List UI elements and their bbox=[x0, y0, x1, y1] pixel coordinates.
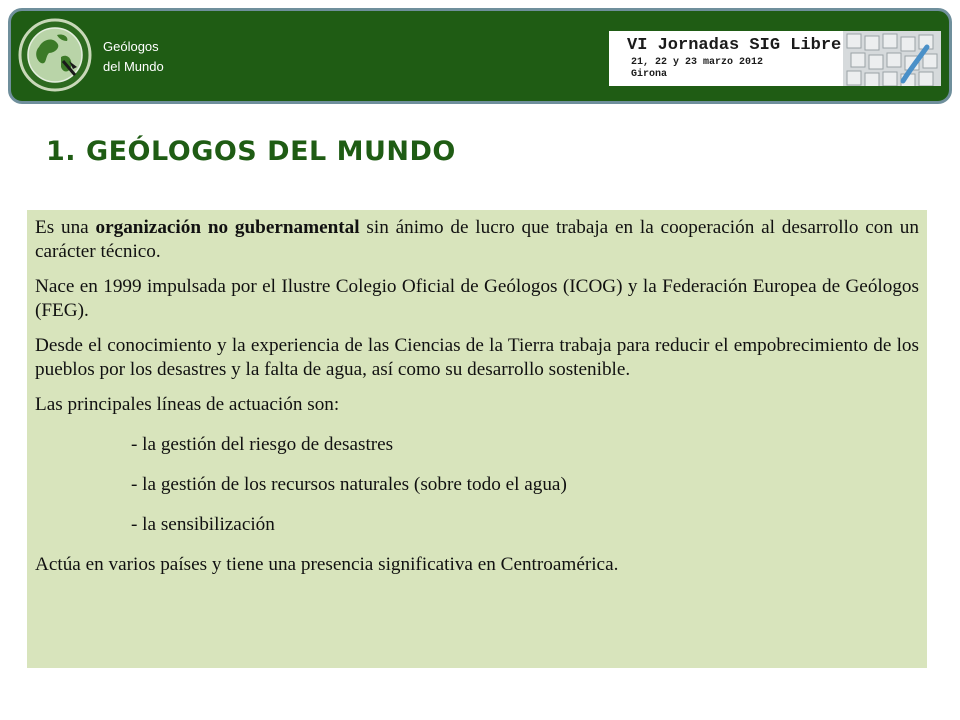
org-name-line2: del Mundo bbox=[103, 59, 164, 74]
org-name bbox=[103, 37, 164, 77]
banner-city: Girona bbox=[631, 69, 668, 80]
paragraph-origin: Nace en 1999 impulsada por el Ilustre Colegio Oficial de Geólogos (ICOG) y la Federación Europea de Geólogos (FEG). bbox=[35, 276, 919, 321]
org-name-line1: Geólogos bbox=[103, 39, 159, 54]
list-item: - la gestión del riesgo de desastres bbox=[131, 434, 394, 455]
keyboard-letters-icon bbox=[843, 31, 941, 86]
paragraph-mission: Desde el conocimiento y la experiencia de las Ciencias de la Tierra trabaja para reducir el empobrecimiento de los pueblos por los desastres y la falta de agua, así como su desarrollo sostenible. bbox=[35, 335, 919, 380]
content-box bbox=[27, 210, 927, 668]
definition-rest: sin ánimo de lucro que trabaja en la cooperación al desarrollo con un carácter técnico. bbox=[35, 217, 919, 262]
page-title: 1. GEÓLOGOS DEL MUNDO bbox=[46, 136, 456, 167]
paragraph-closing: Actúa en varios países y tiene una presencia significativa en Centroamérica. bbox=[35, 554, 619, 575]
definition-prefix: Es una bbox=[35, 217, 96, 238]
banner-dates: 21, 22 y 23 marzo 2012 bbox=[631, 57, 764, 68]
banner-title: VI Jornadas SIG Libre bbox=[627, 36, 842, 55]
list-item: - la gestión de los recursos naturales (sobre todo el agua) bbox=[131, 474, 567, 495]
globe-logo-icon bbox=[17, 17, 93, 93]
header-bar bbox=[8, 8, 952, 104]
definition-emphasis: organización no gubernamental bbox=[95, 217, 360, 238]
event-banner bbox=[609, 31, 941, 86]
paragraph-definition bbox=[35, 216, 919, 264]
list-item: - la sensibilización bbox=[131, 514, 275, 535]
lines-intro: Las principales líneas de actuación son: bbox=[35, 394, 340, 415]
